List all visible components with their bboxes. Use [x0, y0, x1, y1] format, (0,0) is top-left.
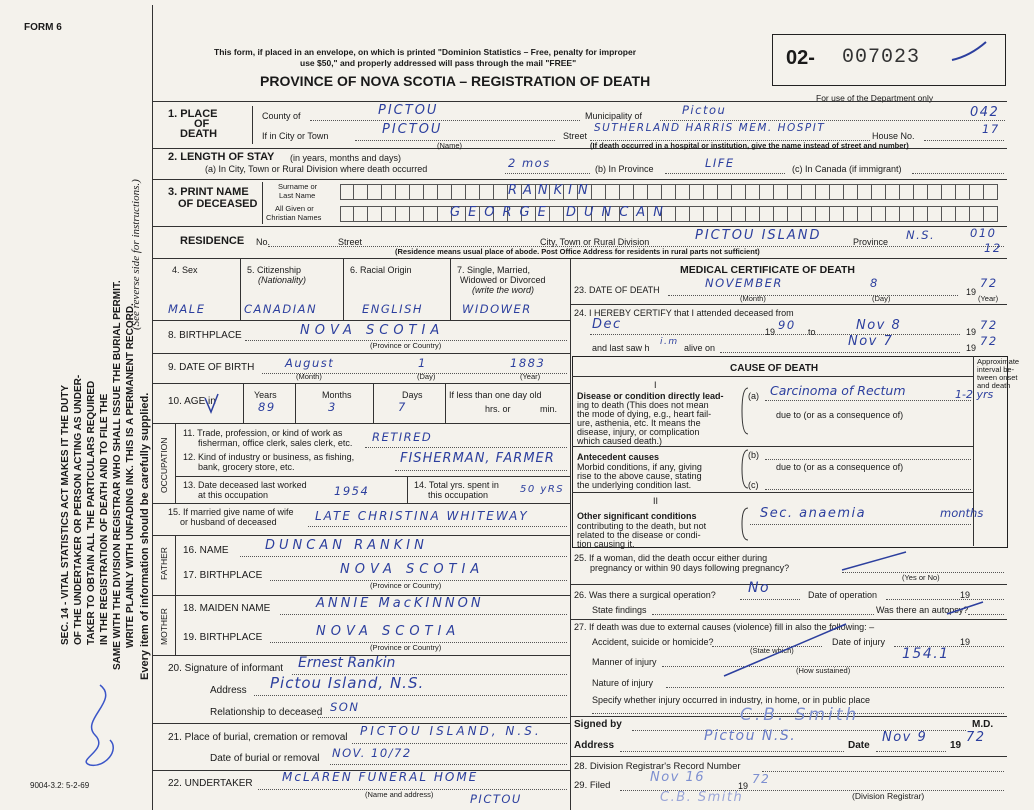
q24-from-year-prefix: 19: [765, 327, 776, 337]
father-birthplace-label: 17. BIRTHPLACE: [183, 570, 263, 581]
q14-label-1: 14. Total yrs. spent in: [414, 480, 499, 490]
interval-label-4: and death: [977, 381, 1011, 390]
signed-address-value: Pictou N.S.: [704, 728, 797, 744]
age-label: 10. AGE in: [168, 396, 216, 407]
antecedent-label-4: the underlying condition last.: [577, 480, 692, 490]
age-years-value: 89: [258, 400, 276, 414]
birthplace-value: NOVA SCOTIA: [300, 323, 445, 338]
informant-sig-label: 20. Signature of informant: [168, 663, 284, 674]
q23-day: 8: [870, 276, 879, 290]
dob-label: 9. DATE OF BIRTH: [168, 362, 255, 373]
dob-day: 1: [418, 356, 427, 370]
name-label-1: 3. PRINT NAME: [168, 186, 249, 198]
left-notice-line-1: SEC. 14 - VITAL STATISTICS ACT MAKES IT THE DUTY: [60, 384, 71, 645]
blue-scribble-mark: [70, 680, 130, 770]
father-name-label: 16. NAME: [183, 545, 229, 556]
alive-on-label: alive on: [684, 343, 716, 353]
residence-province-label: Province: [853, 237, 889, 247]
serial-prefix: 02-: [786, 47, 815, 69]
stay-label: 2. LENGTH OF STAY: [168, 151, 275, 163]
q23-day-hint: (Day): [872, 294, 891, 303]
cause-a-value: Carcinoma of Rectum: [770, 383, 906, 398]
form-id: FORM 6: [24, 22, 62, 33]
marital-value: WIDOWER: [462, 302, 532, 316]
age-days-label: Days: [402, 390, 423, 400]
q12-label-1: 12. Kind of industry or business, as fishing,: [183, 452, 355, 462]
dept-use-label: For use of the Department only: [816, 93, 934, 103]
father-birthplace-hint: (Province or Country): [370, 581, 442, 590]
form-code: 9004-3.2: 5-2-69: [30, 781, 90, 790]
city-name-hint: (Name): [437, 141, 463, 150]
father-side-label: FATHER: [159, 547, 169, 580]
place-label-2: OF: [194, 118, 210, 130]
q27-dash-mark: [720, 620, 850, 680]
cause-part-2: II: [653, 496, 659, 506]
q11-value: RETIRED: [372, 430, 433, 444]
marital-label-1: 7. Single, Married,: [457, 265, 531, 275]
q29-year: 72: [752, 772, 771, 786]
spouse-label-1: 15. If married give name of wife: [168, 507, 294, 517]
age-years-label: Years: [254, 390, 277, 400]
left-notice-line-6: WRITE PLAINLY WITH UNFADING INK. THIS IS A PERMANENT RECORD.: [125, 303, 136, 648]
residence-street-label: Street: [338, 237, 363, 247]
undertaker-hint: (Name and address): [365, 790, 434, 799]
residence-no-label: No.: [256, 237, 271, 247]
q27-nature-label: Nature of injury: [592, 678, 654, 688]
q14-label-2: this occupation: [428, 490, 489, 500]
relationship-label: Relationship to deceased: [210, 707, 323, 718]
cause-bracket-1: [740, 386, 750, 436]
street-label: Street: [563, 131, 588, 141]
q24-from: Dec: [592, 317, 622, 332]
place-label-1: 1. PLACE: [168, 108, 218, 120]
postal-notice-2: use $50," and properly addressed will pass through the mail "FREE": [300, 58, 577, 68]
q13-label-1: 13. Date deceased last worked: [183, 480, 307, 490]
q29-year-prefix: 19: [738, 781, 749, 791]
q23-month-hint: (Month): [740, 294, 766, 303]
birthplace-hint: (Province or Country): [370, 341, 442, 350]
citizenship-hint: (Nationality): [258, 275, 307, 285]
county-label: County of: [262, 111, 301, 121]
marital-label-3: (write the word): [472, 285, 535, 295]
cause-bracket-2: [740, 448, 750, 490]
q14-value: 50 yRS: [520, 484, 565, 495]
given-label-1: All Given or: [275, 204, 314, 213]
left-notice-line-5: SAME WITH THE DIVISION REGISTRAR WHO SHALL ISSUE THE BURIAL PERMIT.: [112, 280, 123, 670]
last-saw-year: 72: [980, 334, 998, 348]
q24-to-label: to: [808, 327, 816, 337]
house-label: House No.: [872, 131, 915, 141]
last-saw-pre: i.m: [660, 337, 679, 347]
informant-address-label: Address: [210, 685, 247, 696]
stay-b-label: (b) In Province: [595, 164, 654, 174]
sex-label: 4. Sex: [172, 265, 198, 275]
cause-c-label: (c): [748, 480, 759, 490]
signed-date-value: Nov 9: [882, 730, 928, 745]
other-value: Sec. anaemia: [760, 506, 867, 521]
stay-a-label: (a) In City, Town or Rural Division where death occurred: [205, 164, 428, 174]
q23-year-prefix: 19: [966, 287, 977, 297]
stay-a-value: 2 mos: [508, 156, 551, 170]
undertaker-value: McLAREN FUNERAL HOME: [282, 770, 479, 784]
spouse-value: LATE CHRISTINA WHITEWAY: [315, 509, 529, 523]
stay-hint: (in years, months and days): [290, 153, 402, 163]
mother-birthplace-hint: (Province or Country): [370, 643, 442, 652]
signed-md: M.D.: [972, 719, 994, 730]
page-title: PROVINCE OF NOVA SCOTIA – REGISTRATION OF DEATH: [260, 73, 651, 89]
disease-label-1: Disease or condition directly lead-: [577, 391, 724, 401]
left-notice-carefully: Every item of information should be carefully supplied.: [139, 392, 151, 680]
cause-a-label: (a): [748, 391, 759, 401]
q13-value: 1954: [334, 484, 370, 498]
q27-code: 154.1: [902, 646, 950, 662]
residence-province-value: N.S.: [906, 228, 936, 242]
q26-autopsy-label: Was there an autopsy?: [876, 605, 969, 615]
disease-label-5: disease, injury, or complication: [577, 427, 700, 437]
cause-heading: CAUSE OF DEATH: [730, 363, 819, 374]
q27-accident-label: Accident, suicide or homicide?: [592, 637, 714, 647]
given-value: GEORGE DUNCAN: [450, 205, 671, 220]
cause-a-interval: 1-2 yrs: [955, 388, 994, 401]
burial-place-value: PICTOU ISLAND, N.S.: [360, 724, 542, 738]
q24-to-year-prefix: 19: [966, 327, 977, 337]
dob-year: 1883: [510, 356, 546, 370]
burial-date-value: NOV. 10/72: [332, 746, 412, 760]
occupation-side-label: OCCUPATION: [159, 437, 169, 493]
q27-date-injury-label: Date of injury: [832, 637, 886, 647]
q25-label-1: 25. If a woman, did the death occur either during: [574, 553, 768, 563]
q25-label-2: pregnancy or within 90 days following pregnancy?: [590, 563, 790, 573]
q24-from-year: 90: [778, 318, 796, 332]
antecedent-label-1: Antecedent causes: [577, 452, 660, 462]
q23-year: 72: [980, 276, 998, 290]
undertaker-label: 22. UNDERTAKER: [168, 778, 253, 789]
sex-value: MALE: [168, 302, 206, 316]
q12-label-2: bank, grocery store, etc.: [198, 462, 295, 472]
disease-label-4: ure, asthenia, etc. It means the: [577, 418, 701, 428]
city-label: If in City or Town: [262, 131, 329, 141]
residence-city-label: City, Town or Rural Division: [540, 237, 650, 247]
dob-day-hint: (Day): [417, 372, 436, 381]
min-label: min.: [540, 404, 558, 414]
residence-note: (Residence means usual place of abode. Post Office Address for residents in rural parts not sufficient): [395, 247, 760, 256]
other-label-4: tion causing it.: [577, 539, 635, 549]
q23-year-hint: (Year): [978, 294, 999, 303]
q26-year-prefix: 19: [960, 590, 971, 600]
father-name-value: DUNCAN RANKIN: [265, 538, 428, 553]
signed-by-value: C.B. Smith: [740, 705, 860, 725]
surname-cells: [340, 184, 998, 200]
interval-label-3: tween onset: [977, 373, 1018, 382]
stay-c-label: (c) In Canada (if immigrant): [792, 164, 902, 174]
given-label-2: Christian Names: [266, 213, 322, 222]
racial-value: ENGLISH: [362, 302, 424, 316]
under-day-label: If less than one day old: [449, 390, 542, 400]
q11-label-1: 11. Trade, profession, or kind of work as: [183, 428, 343, 438]
municipality-label: Municipality of: [585, 111, 643, 121]
q11-label-2: fisherman, office clerk, sales clerk, etc.: [198, 438, 353, 448]
city-value: PICTOU: [382, 122, 443, 137]
surname-label-2: Last Name: [279, 191, 316, 200]
name-label-2: OF DECEASED: [178, 198, 258, 210]
q28-label: 28. Division Registrar's Record Number: [574, 761, 741, 772]
residence-code-1: 010: [970, 226, 997, 240]
interval-label-2: interval be-: [977, 365, 1015, 374]
q25-hint: (Yes or No): [902, 573, 940, 582]
q25-dash-mark: [840, 548, 910, 574]
house-value: 17: [982, 122, 1000, 136]
left-notice-line-4: IN THE REGISTRATION OF DEATH AND TO FILE THE: [99, 393, 110, 645]
hospital-note: (If death occurred in a hospital or institution, give the name instead of street and number): [590, 141, 909, 150]
cause-due-to-1: due to (or as a consequence of): [776, 410, 904, 420]
q26-dash-mark: [945, 600, 985, 616]
interval-label-1: Approximate: [977, 357, 1020, 366]
place-label-3: DEATH: [180, 128, 218, 140]
signed-year-prefix: 19: [950, 740, 962, 751]
registrar-hint: (Division Registrar): [852, 791, 925, 801]
mother-side-label: MOTHER: [159, 608, 169, 645]
q12-value: FISHERMAN, FARMER: [400, 451, 555, 466]
serial-check-mark: [950, 38, 990, 68]
residence-city-value: PICTOU ISLAND: [695, 228, 822, 243]
postal-notice-1: This form, if placed in an envelope, on which is printed "Dominion Statistics – Free, penalty for improper: [214, 47, 637, 57]
left-notice-line-2: OF THE UNDERTAKER OR PERSON ACTING AS UNDER-: [73, 374, 84, 645]
q27-specify-label: Specify whether injury occurred in industry, in home, or in public place: [592, 695, 870, 705]
q13-label-2: at this occupation: [198, 490, 269, 500]
signed-year: 72: [966, 730, 986, 745]
signed-address-label: Address: [574, 740, 615, 751]
informant-signature: Ernest Rankin: [298, 655, 396, 671]
q29-filed: Nov 16: [650, 770, 706, 785]
mother-maiden-value: ANNIE MacKINNON: [316, 596, 484, 611]
surname-label-1: Surname or: [278, 182, 318, 191]
informant-address: Pictou Island, N.S.: [270, 674, 425, 692]
undertaker-address: PICTOU: [470, 792, 522, 806]
dob-year-hint: (Year): [520, 372, 541, 381]
q29-label: 29. Filed: [574, 780, 611, 791]
signed-by-label: Signed by: [574, 719, 622, 730]
frame-left-border: [152, 5, 153, 810]
stay-b-value: LIFE: [705, 156, 735, 170]
left-notice-line-3: TAKER TO OBTAIN ALL THE PARTICULARS REQUIRED: [86, 380, 97, 645]
spouse-label-2: or husband of deceased: [180, 517, 277, 527]
disease-label-3: the mode of dying, e.g., heart fail-: [577, 409, 712, 419]
dept-code: 042: [970, 105, 1000, 120]
municipality-value: Pictou: [682, 103, 727, 117]
age-months-value: 3: [328, 400, 337, 414]
other-label-3: related to the disease or condi-: [577, 530, 701, 540]
mother-birthplace-label: 19. BIRTHPLACE: [183, 632, 263, 643]
other-interval: months: [940, 506, 984, 520]
serial-number: 007023: [842, 46, 921, 69]
medical-heading: MEDICAL CERTIFICATE OF DEATH: [680, 264, 855, 276]
registrar-signature: C.B. Smith: [660, 790, 744, 805]
q26-findings-label: State findings: [592, 605, 647, 615]
q27-year-prefix: 19: [960, 637, 971, 647]
last-saw-label: and last saw h: [592, 343, 650, 353]
citizenship-value: CANADIAN: [244, 302, 318, 316]
surname-value: RANKIN: [508, 183, 594, 198]
mother-maiden-label: 18. MAIDEN NAME: [183, 603, 271, 614]
antecedent-label-3: rise to the above cause, stating: [577, 471, 702, 481]
birthplace-label: 8. BIRTHPLACE: [168, 330, 242, 341]
q27-how-sustained: (How sustained): [796, 666, 851, 675]
marital-label-2: Widowed or Divorced: [460, 275, 546, 285]
dob-month-hint: (Month): [296, 372, 322, 381]
street-value: SUTHERLAND HARRIS MEM. HOSPIT: [594, 122, 826, 134]
father-birthplace-value: NOVA SCOTIA: [340, 562, 485, 577]
residence-label: RESIDENCE: [180, 235, 245, 247]
q23-month: NOVEMBER: [705, 276, 783, 290]
age-months-label: Months: [322, 390, 352, 400]
q23-label: 23. DATE OF DEATH: [574, 285, 660, 295]
cause-part-1: I: [654, 380, 657, 390]
racial-label: 6. Racial Origin: [350, 265, 412, 275]
burial-date-label: Date of burial or removal: [210, 753, 320, 764]
q24-label: 24. I HEREBY CERTIFY that I attended deceased from: [574, 308, 794, 318]
signed-date-label: Date: [848, 740, 870, 751]
dob-month: August: [285, 356, 335, 370]
disease-label-2: ing to death (This does not mean: [577, 400, 709, 410]
mother-birthplace-value: NOVA SCOTIA: [316, 624, 461, 639]
q24-to-year: 72: [980, 318, 998, 332]
q24-to: Nov 8: [856, 318, 902, 333]
other-label-2: contributing to the death, but not: [577, 521, 707, 531]
county-value: PICTOU: [378, 103, 439, 118]
q27-manner-label: Manner of injury: [592, 657, 657, 667]
age-days-value: 7: [398, 400, 407, 414]
q27-state-which: (State which): [750, 646, 794, 655]
q27-label: 27. If death was due to external causes (violence) fill in also the following: –: [574, 622, 875, 632]
residence-code-2: 12: [984, 241, 1002, 255]
q26-value: No: [748, 580, 771, 596]
last-saw-year-prefix: 19: [966, 343, 977, 353]
relationship-value: SON: [330, 700, 360, 714]
disease-label-6: which caused death.): [577, 436, 663, 446]
burial-place-label: 21. Place of burial, cremation or removal: [168, 732, 348, 743]
other-label-1: Other significant conditions: [577, 511, 697, 521]
left-notice-instructions: (See reverse side for instructions.): [130, 179, 142, 330]
cause-due-to-2: due to (or as a consequence of): [776, 462, 904, 472]
last-saw-value: Nov 7: [848, 334, 894, 349]
q26-label: 26. Was there a surgical operation?: [574, 590, 716, 600]
hrs-label: hrs. or: [485, 404, 511, 414]
q26-date-label: Date of operation: [808, 590, 878, 600]
cause-bracket-3: [740, 506, 750, 542]
antecedent-label-2: Morbid conditions, if any, giving: [577, 462, 702, 472]
age-check-mark: [203, 392, 221, 416]
citizenship-label: 5. Citizenship: [247, 265, 302, 275]
cause-b-label: (b): [748, 450, 759, 460]
